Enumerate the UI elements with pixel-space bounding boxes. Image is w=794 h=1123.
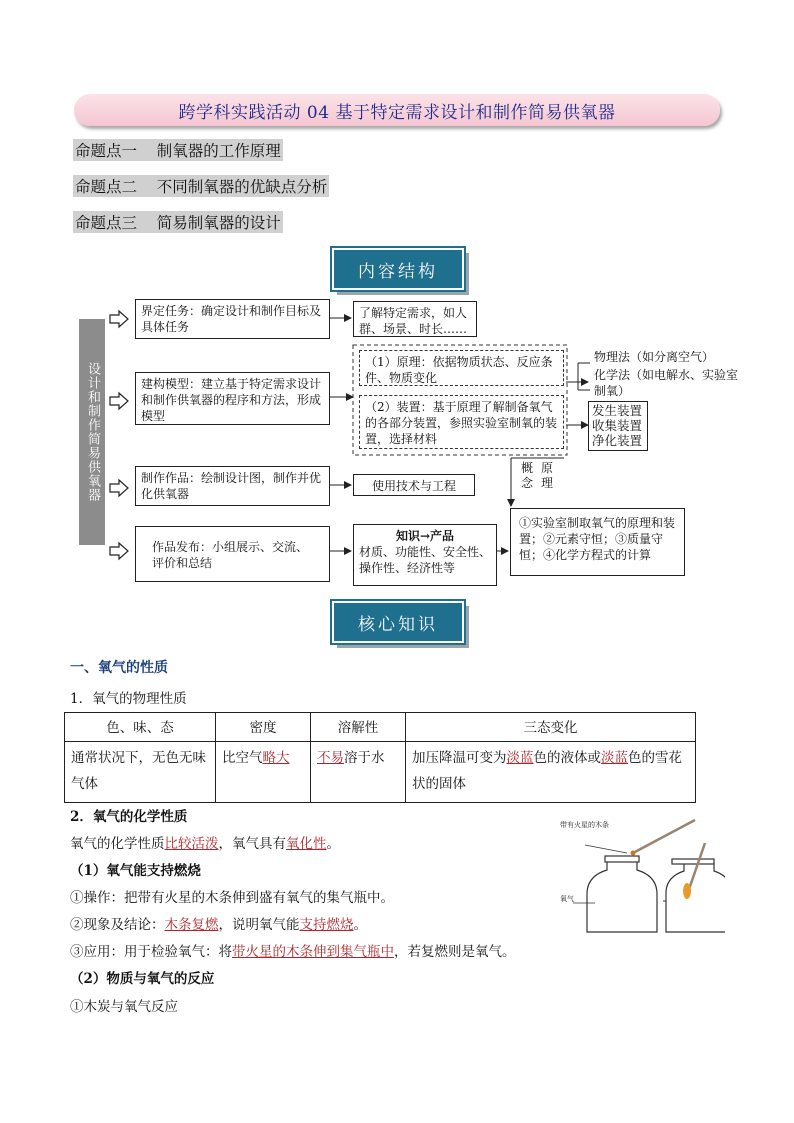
device-purification: 净化装置 [592,433,643,448]
section-core: 核心知识 [332,601,464,643]
solubility-answer: 不易 [317,750,344,766]
step2-principle: （1）原理：依据物质状态、反应条件、物质变化 [359,350,564,386]
app-text-a: ③应用：用于检验氧气：将 [70,944,232,960]
obs-answer-2: 支持燃烧 [299,917,354,933]
physical-properties-table [64,712,696,803]
reaction-title: （2）物质与氧气的反应 [70,971,215,987]
step4-output-title: 知识→产品 [395,529,455,543]
chem-text-b: ，氧气具有 [218,836,286,852]
splint-test-figure [555,815,725,935]
page-title: 跨学科实践活动 04 基于特定需求设计和制作简易供氧器 [74,94,720,126]
method-chemical: 化学法（如电解水、实验室制氧） [594,368,739,398]
density-answer: 略大 [262,750,290,766]
th-color-smell-state: 色、味、态 [65,713,216,742]
state-answer-1: 淡蓝 [506,750,534,766]
point-3-label: 命题点三 [75,214,138,232]
subheading-chemical: 2．氧气的化学性质 [70,809,188,825]
step4-output [353,524,497,586]
step1-output: 了解特定需求，如人群、场景、时长…… [353,301,477,337]
point-1-text: 制氧器的工作原理 [156,142,281,160]
step2-device: （2）装置：基于原理了解制备氧气的各部分装置，参照实验室制氧的装置，选择材料 [359,395,564,449]
devices-box [588,401,648,451]
td-state-change [406,742,696,803]
knowledge-box: ①实验室制取氧气的原理和装置；②元素守恒；③质量守恒；④化学方程式的计算 [510,508,685,576]
state-text-c: 色的雪花状的固体 [412,750,682,792]
operation-line: ①操作：把带有火星的木条伸到盛有氧气的集气瓶中。 [70,890,394,906]
chem-text-c: 。 [326,836,340,852]
point-2-text: 不同制氧器的优缺点分析 [156,178,328,196]
table-row [65,742,696,803]
chem-answer-1: 比较活泼 [164,836,219,852]
application-line [70,940,516,960]
state-answer-2: 淡蓝 [601,750,628,766]
density-prefix: 比空气 [222,750,263,766]
chem-property-line [70,832,340,852]
section-structure: 内容结构 [332,248,464,290]
state-text-a: 加压降温可变为 [412,750,507,766]
method-physical: 物理法（如分离空气） [594,350,715,364]
state-text-b: 色的液体或 [533,750,601,766]
heading-oxygen-properties: 一、氧气的性质 [70,660,168,676]
obs-answer-1: 木条复燃 [164,917,219,933]
fig-label-oxygen: 氧气 [560,895,574,903]
th-solubility: 溶解性 [311,713,406,742]
chem-answer-2: 氧化性 [286,836,327,852]
obs-text-a: ②现象及结论： [70,917,165,933]
th-state-change: 三态变化 [406,713,696,742]
app-answer: 带火星的木条伸到集气瓶中 [232,944,394,960]
chem-text-a: 氧气的化学性质 [70,836,165,852]
diagram-sidebar: 设计和制作简易供氧器 [79,319,105,545]
flame-icon [683,883,691,899]
solubility-suffix: 溶于水 [344,750,385,766]
app-text-b: ，若复燃则是氧气。 [394,944,516,960]
support-combustion-title: （1）氧气能支持燃烧 [70,863,201,879]
device-generation: 发生装置 [592,403,643,418]
obs-text-b: ，说明氧气能 [218,917,300,933]
point-3-text: 简易制氧器的设计 [156,214,281,232]
point-1-label: 命题点一 [75,142,138,160]
td-color-smell-state: 通常状况下，无色无味气体 [65,742,216,803]
point-2-label: 命题点二 [75,178,138,196]
step1-box: 界定任务：确定设计和制作目标及具体任务 [135,299,330,339]
label-concept: 概念 [521,461,534,490]
reaction-charcoal: ①木炭与氧气反应 [70,999,178,1015]
step4-output-text: 材质、功能性、安全性、操作性、经济性等 [359,545,492,575]
device-collection: 收集装置 [592,418,643,433]
th-density: 密度 [216,713,311,742]
step2-box: 建构模型：建立基于特定需求设计和制作供氧器的程序和方法，形成模型 [135,372,330,425]
step3-output: 使用技术与工程 [353,474,475,496]
td-density [216,742,311,803]
td-solubility [311,742,406,803]
obs-text-c: 。 [353,917,367,933]
observation-line [70,913,367,933]
subheading-physical: 1．氧气的物理性质 [70,691,187,707]
table-header-row [65,713,696,742]
label-principle: 原理 [541,461,554,490]
fig-label-stick: 带有火星的木条 [560,821,609,829]
step4-box: 作品发布：小组展示、交流、评价和总结 [135,526,330,582]
step3-box: 制作作品：绘制设计图，制作并优化供氧器 [135,466,330,506]
